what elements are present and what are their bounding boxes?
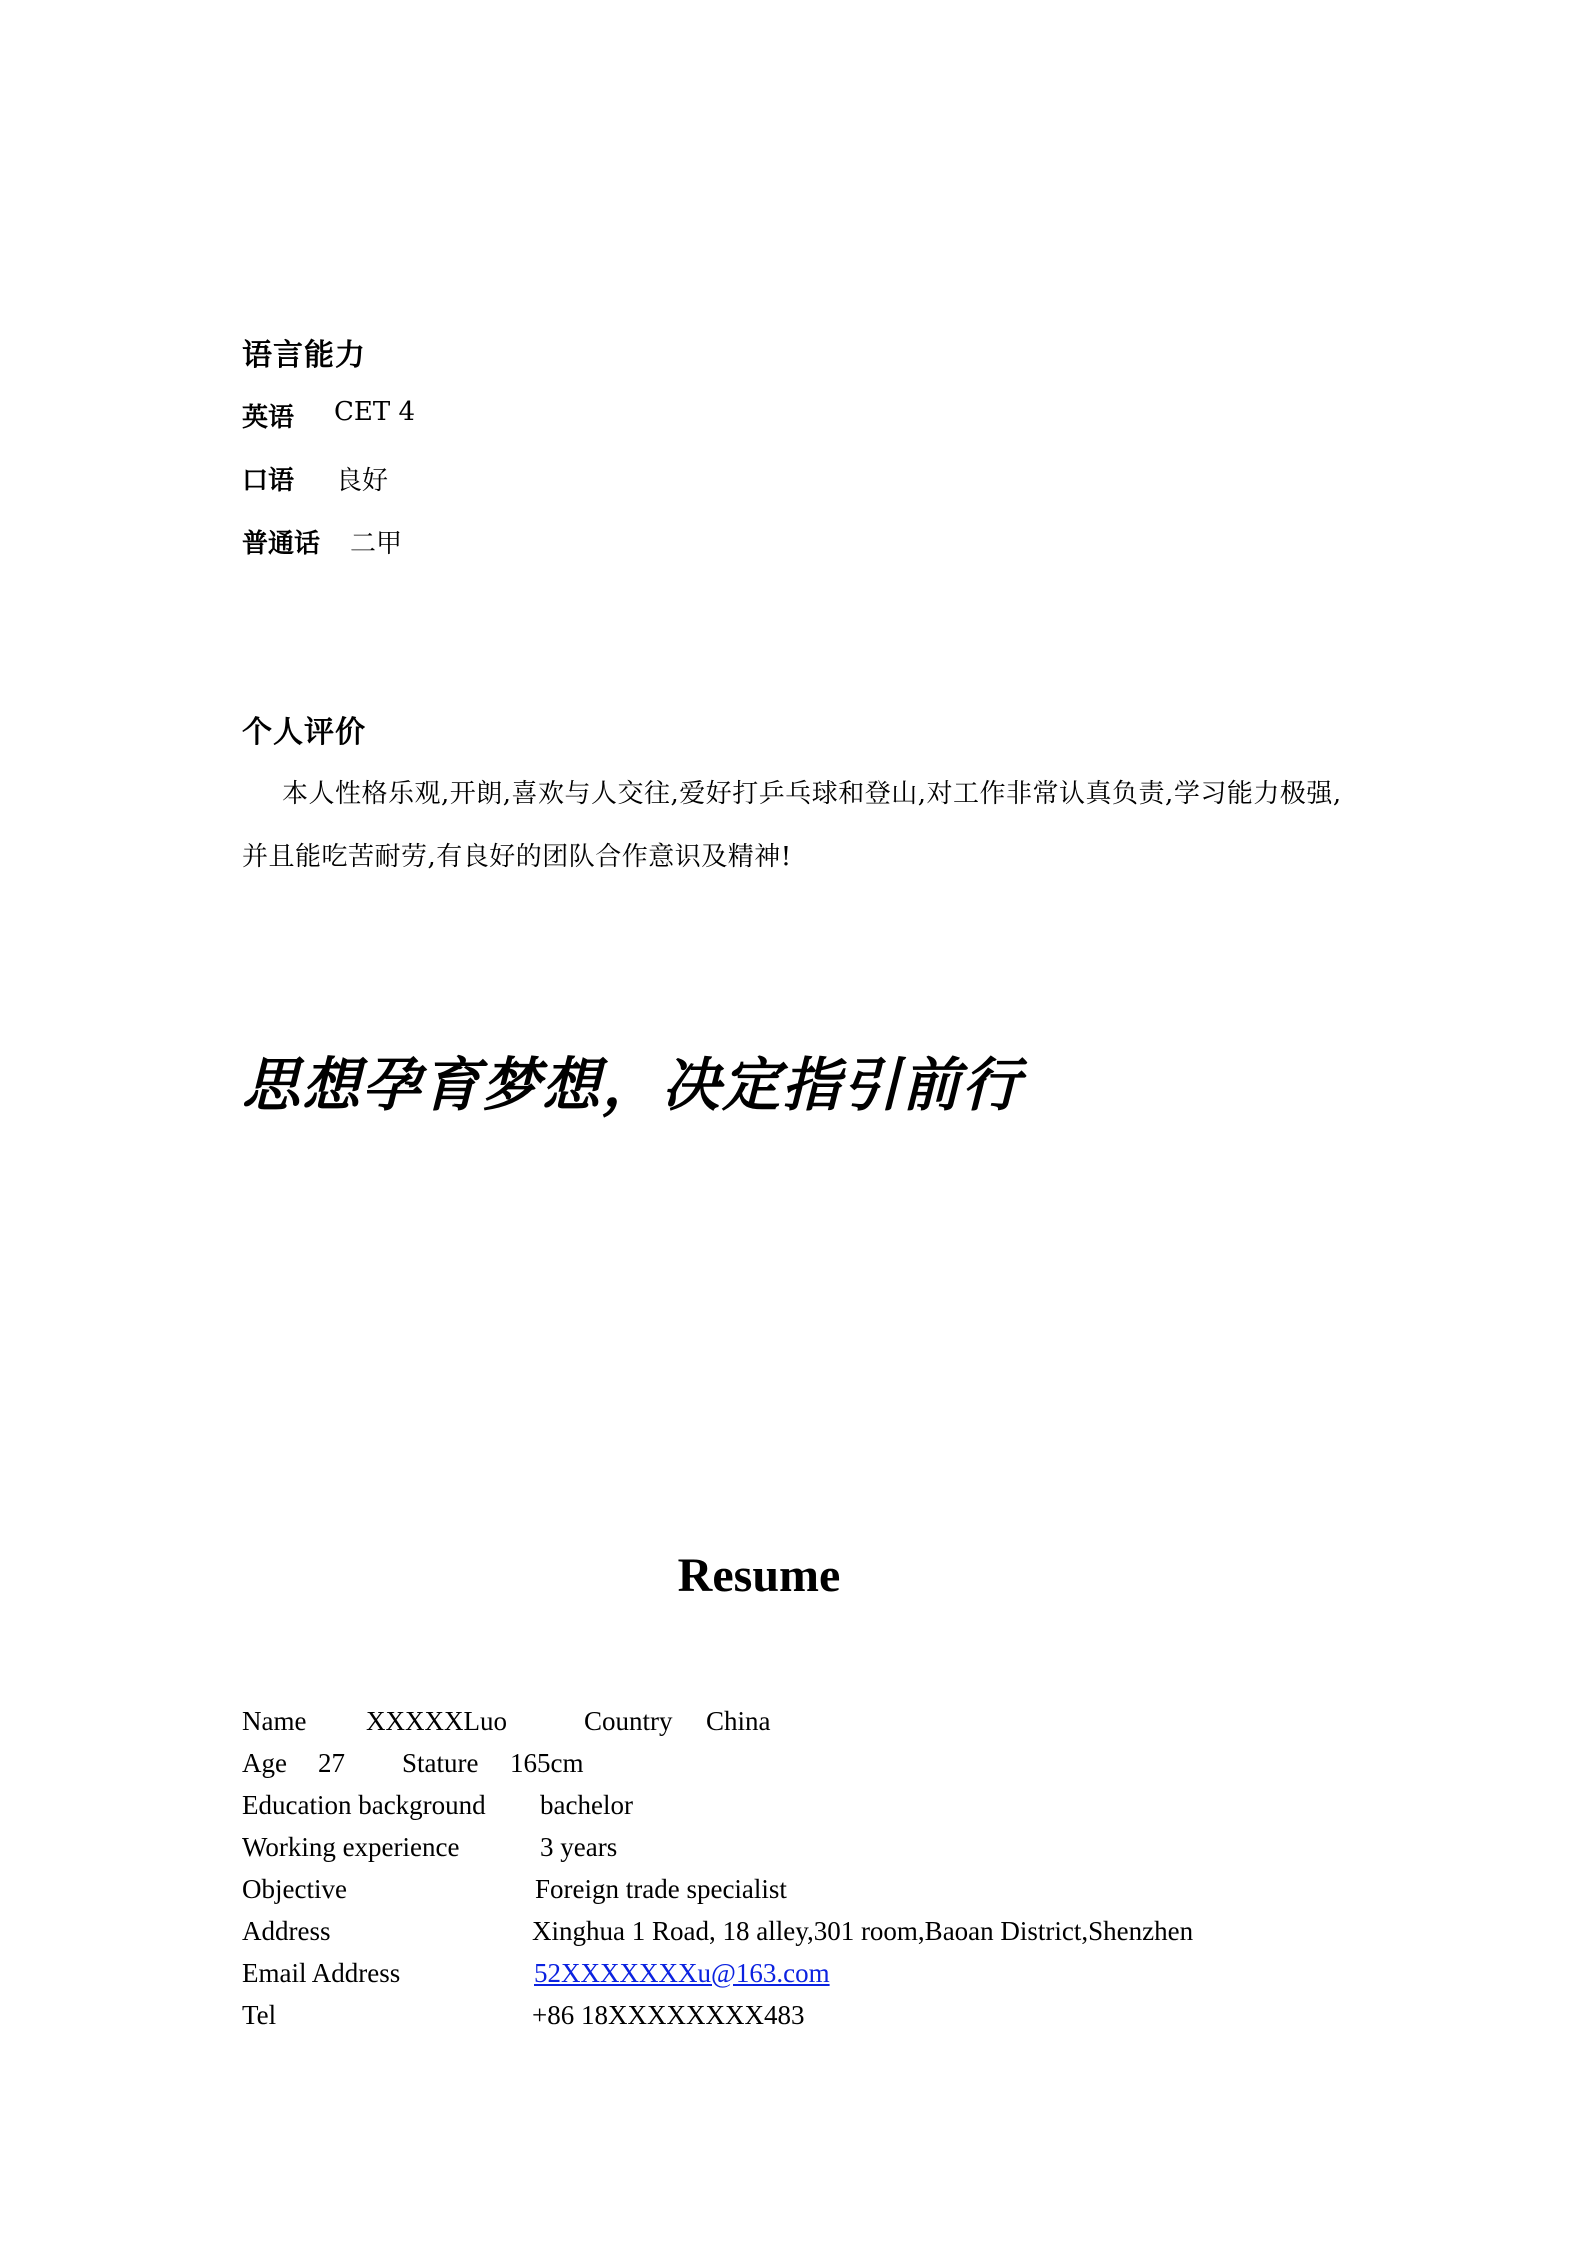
tel-label: Tel [242, 2000, 277, 2030]
language-heading: 语言能力 [242, 338, 366, 373]
email-link[interactable]: 52XXXXXXXu@163.com [534, 1958, 830, 1988]
evaluation-line-1: 本人性格乐观,开朗,喜欢与人交往,爱好打乒乓球和登山,对工作非常认真负责,学习能力极强, [282, 779, 1342, 809]
country-label: Country [584, 1706, 673, 1736]
age-label: Age [242, 1748, 287, 1778]
objective-value: Foreign trade specialist [535, 1874, 787, 1904]
tel-value: +86 18XXXXXXXX483 [532, 2000, 805, 2030]
education-value: bachelor [540, 1790, 633, 1820]
email-label: Email Address [242, 1958, 401, 1988]
education-label: Education background [242, 1790, 486, 1820]
stature-label: Stature [402, 1748, 479, 1778]
evaluation-heading: 个人评价 [242, 715, 366, 750]
experience-value: 3 years [540, 1832, 618, 1862]
country-value: China [706, 1706, 771, 1736]
mandarin-label: 普通话 [242, 529, 321, 559]
mandarin-value: 二甲 [350, 529, 403, 559]
stature-value: 165cm [510, 1748, 584, 1778]
objective-label: Objective [242, 1874, 347, 1904]
english-label: 英语 [242, 403, 295, 433]
address-label: Address [242, 1916, 331, 1946]
experience-label: Working experience [242, 1832, 460, 1862]
age-value: 27 [318, 1748, 345, 1778]
spoken-label: 口语 [242, 466, 295, 496]
spoken-value: 良好 [336, 466, 389, 496]
name-value: XXXXXLuo [366, 1706, 507, 1736]
slogan: 思想孕育梦想，决定指引前行 [242, 1051, 1023, 1119]
resume-title: Resume [677, 1549, 841, 1602]
address-value: Xinghua 1 Road, 18 alley,301 room,Baoan District,Shenzhen [532, 1916, 1194, 1946]
name-label: Name [242, 1706, 307, 1736]
evaluation-line-2: 并且能吃苦耐劳,有良好的团队合作意识及精神! [242, 842, 792, 872]
english-value: CET 4 [334, 397, 416, 427]
